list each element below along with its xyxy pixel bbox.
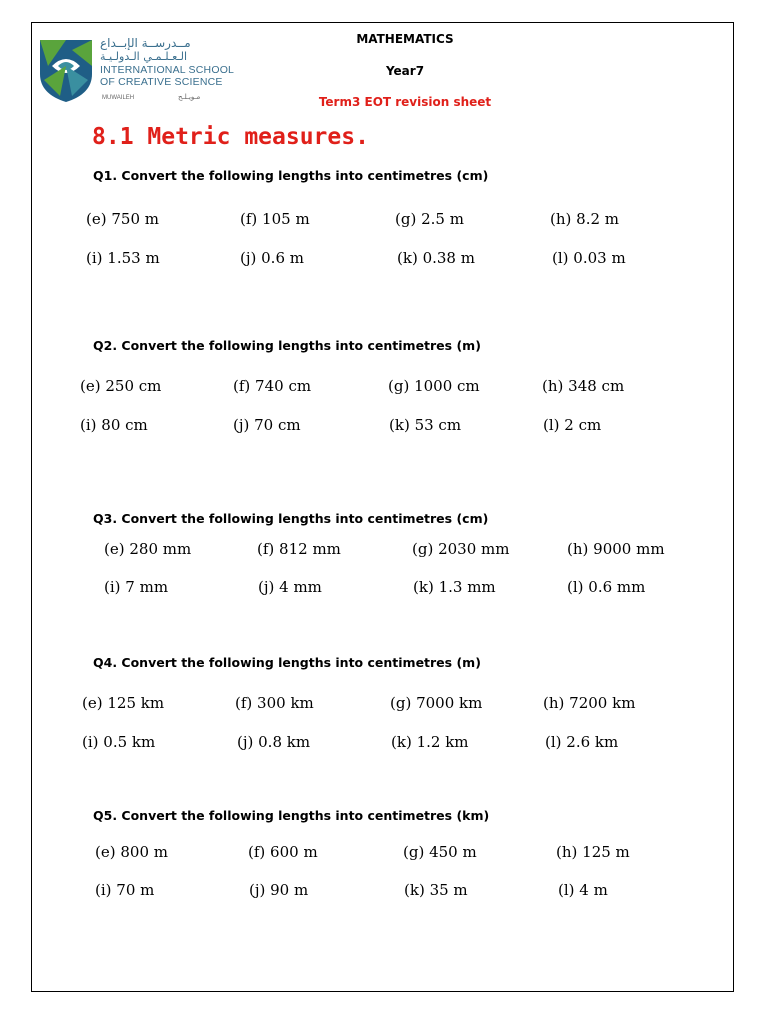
q5-item-f: (f) 600 m	[248, 843, 318, 861]
question-4-title: Q4. Convert the following lengths into centimetres (m)	[93, 655, 481, 670]
q3-item-l: (l) 0.6 mm	[567, 578, 646, 596]
q2-item-k: (k) 53 cm	[389, 416, 462, 434]
logo-english-line2: OF CREATIVE SCIENCE	[100, 76, 223, 88]
q2-item-e: (e) 250 cm	[80, 377, 162, 395]
year-heading: Year7	[385, 64, 425, 78]
q4-item-k: (k) 1.2 km	[391, 733, 469, 751]
logo-arabic-line1: مــدرســة الإبــداع	[100, 36, 191, 50]
q5-item-e: (e) 800 m	[95, 843, 168, 861]
q1-item-l: (l) 0.03 m	[552, 249, 626, 267]
q4-item-h: (h) 7200 km	[543, 694, 636, 712]
q3-item-h: (h) 9000 mm	[567, 540, 665, 558]
question-1-title: Q1. Convert the following lengths into centimetres (cm)	[93, 168, 489, 183]
school-emblem-icon	[38, 36, 94, 104]
q1-item-i: (i) 1.53 m	[86, 249, 160, 267]
q1-item-j: (j) 0.6 m	[240, 249, 304, 267]
q4-item-i: (i) 0.5 km	[82, 733, 156, 751]
question-2-title: Q2. Convert the following lengths into centimetres (m)	[93, 338, 481, 353]
logo-arabic-line2: الـعـلـمـي الـدولـيـة	[100, 50, 188, 63]
q3-item-f: (f) 812 mm	[257, 540, 341, 558]
q2-item-j: (j) 70 cm	[233, 416, 301, 434]
q2-item-l: (l) 2 cm	[543, 416, 602, 434]
logo-campus: MUWAILEH	[102, 95, 135, 101]
q5-item-i: (i) 70 m	[95, 881, 155, 899]
q1-item-g: (g) 2.5 m	[395, 210, 464, 228]
subject-heading: MATHEMATICS	[356, 32, 454, 46]
q4-item-l: (l) 2.6 km	[545, 733, 619, 751]
q3-item-i: (i) 7 mm	[104, 578, 169, 596]
logo-english-line1: INTERNATIONAL SCHOOL	[100, 64, 235, 76]
question-5-title: Q5. Convert the following lengths into centimetres (km)	[93, 808, 490, 823]
q1-item-f: (f) 105 m	[240, 210, 310, 228]
q2-item-f: (f) 740 cm	[233, 377, 312, 395]
section-title: 8.1 Metric measures.	[92, 124, 369, 150]
question-3-title: Q3. Convert the following lengths into centimetres (cm)	[93, 511, 489, 526]
q1-item-e: (e) 750 m	[86, 210, 159, 228]
q1-item-h: (h) 8.2 m	[550, 210, 620, 228]
q2-item-h: (h) 348 cm	[542, 377, 625, 395]
q5-item-g: (g) 450 m	[403, 843, 477, 861]
q5-item-l: (l) 4 m	[558, 881, 608, 899]
q1-item-k: (k) 0.38 m	[397, 249, 475, 267]
q5-item-j: (j) 90 m	[249, 881, 309, 899]
q5-item-k: (k) 35 m	[404, 881, 468, 899]
school-logo	[38, 36, 235, 108]
q4-item-e: (e) 125 km	[82, 694, 165, 712]
q4-item-g: (g) 7000 km	[390, 694, 483, 712]
q2-item-g: (g) 1000 cm	[388, 377, 480, 395]
q3-item-j: (j) 4 mm	[258, 578, 322, 596]
q3-item-g: (g) 2030 mm	[412, 540, 510, 558]
q5-item-h: (h) 125 m	[556, 843, 630, 861]
q4-item-j: (j) 0.8 km	[237, 733, 311, 751]
q3-item-e: (e) 280 mm	[104, 540, 192, 558]
q3-item-k: (k) 1.3 mm	[413, 578, 496, 596]
term-heading: Term3 EOT revision sheet	[318, 95, 492, 109]
q2-item-i: (i) 80 cm	[80, 416, 148, 434]
logo-campus-arabic: مـويـلـح	[178, 93, 201, 101]
q4-item-f: (f) 300 km	[235, 694, 314, 712]
